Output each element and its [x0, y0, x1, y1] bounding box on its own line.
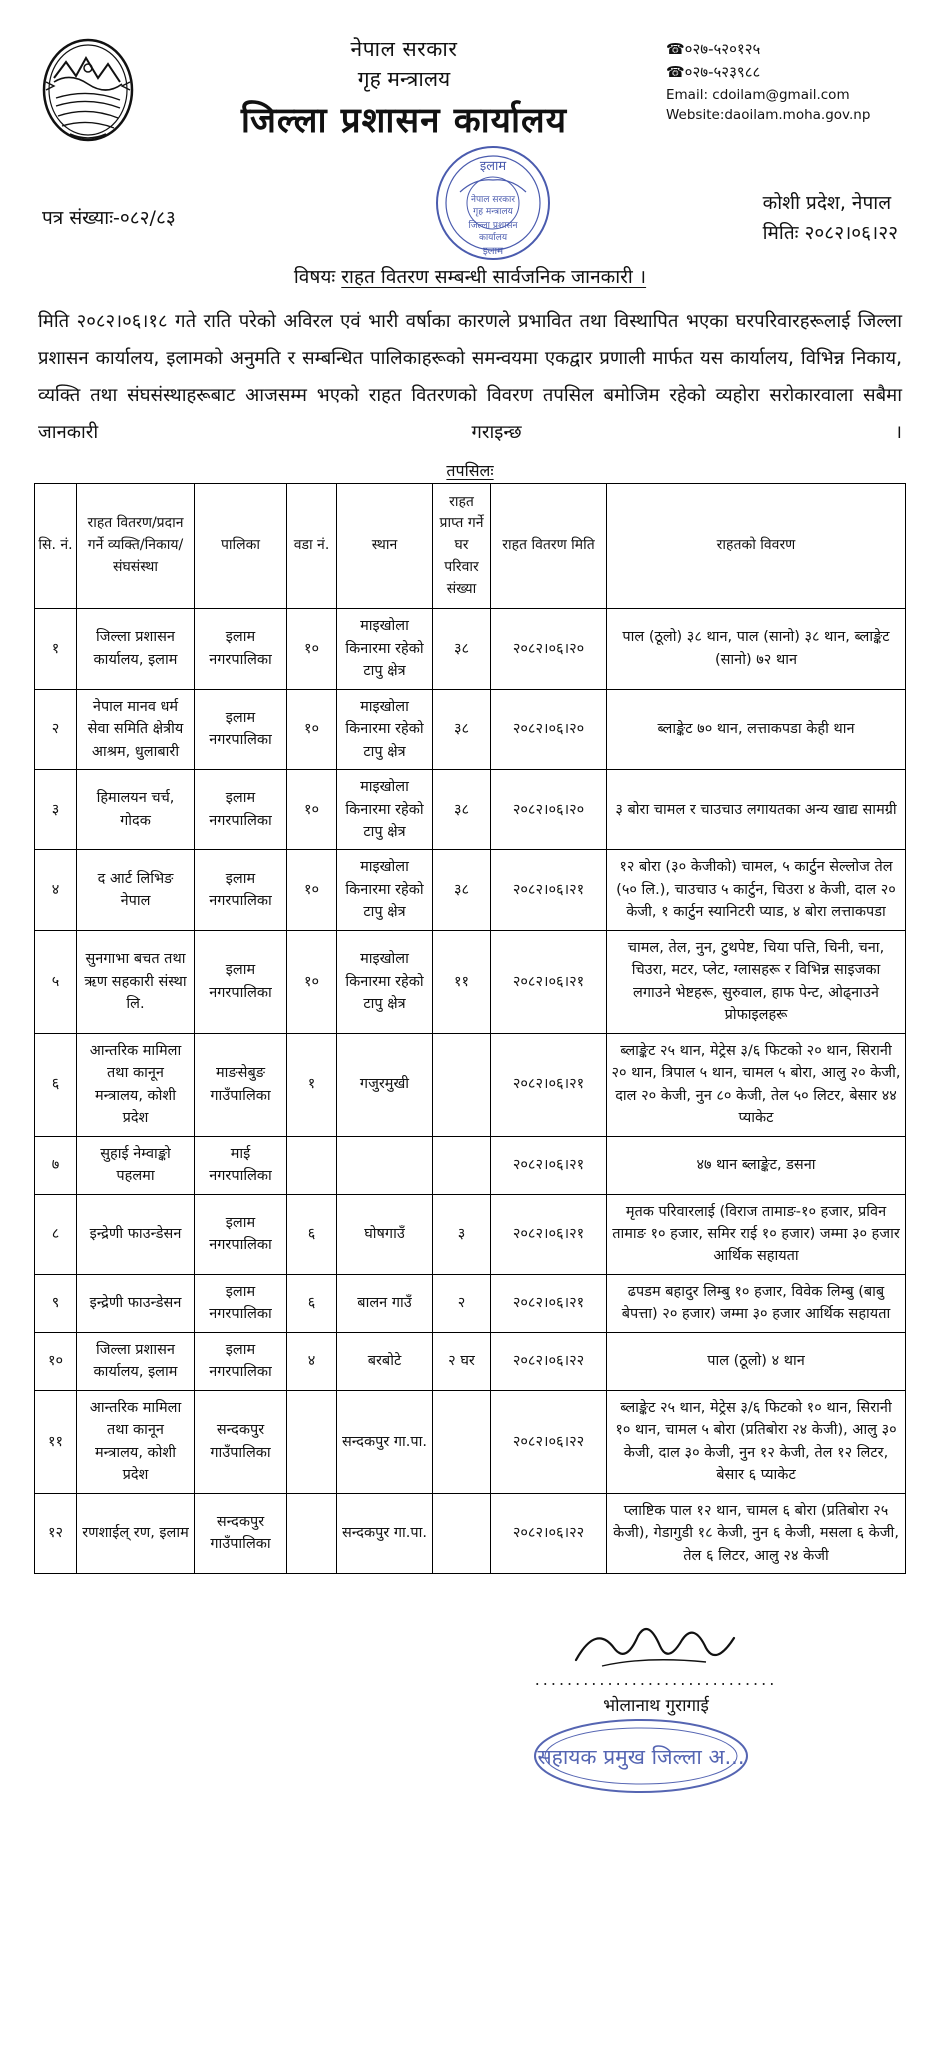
cell-ward: [287, 1390, 337, 1493]
table-row: [35, 1274, 906, 1332]
cell-palika: इलाम नगरपालिका: [195, 770, 287, 850]
cell-desc: ३ बोरा चामल र चाउचाउ लगायतका अन्य खाद्य सामग्री: [607, 770, 906, 850]
letter-number: पत्र संख्याः-०८२/८३: [42, 207, 176, 229]
cell-families: [433, 1136, 491, 1194]
cell-date: २०८२।०६।२२: [491, 1493, 607, 1573]
subject-text: राहत वितरण सम्बन्धी सार्वजनिक जानकारी ।: [341, 265, 647, 288]
table-row: [35, 1136, 906, 1194]
table-row: [35, 1194, 906, 1274]
cell-families: ३: [433, 1194, 491, 1274]
th-palika: पालिका: [195, 483, 287, 608]
table-row: [35, 1033, 906, 1136]
cell-date: २०८२।०६।२१: [491, 1033, 607, 1136]
cell-ward: १०: [287, 930, 337, 1033]
svg-text:कार्यालय: कार्यालय: [478, 233, 508, 243]
th-org: राहत वितरण/प्रदान गर्ने व्यक्ति/निकाय/संघसंस्था: [77, 483, 195, 608]
cell-org: जिल्ला प्रशासन कार्यालय, इलाम: [77, 609, 195, 689]
cell-families: २ घर: [433, 1332, 491, 1390]
cell-date: २०८२।०६।२१: [491, 1194, 607, 1274]
cell-palika: सन्दकपुर गाउँपालिका: [195, 1390, 287, 1493]
cell-families: [433, 1493, 491, 1573]
cell-place: माइखोला किनारमा रहेको टापु क्षेत्र: [337, 850, 433, 930]
cell-families: ३८: [433, 770, 491, 850]
table-row: [35, 1493, 906, 1573]
cell-org: आन्तरिक मामिला तथा कानून मन्त्रालय, कोशी प्रदेश: [77, 1390, 195, 1493]
cell-families: ३८: [433, 689, 491, 769]
cell-sn: ६: [35, 1033, 77, 1136]
cell-org: द आर्ट लिभिङ नेपाल: [77, 850, 195, 930]
cell-org: रणशाईल् रण, इलाम: [77, 1493, 195, 1573]
table-row: [35, 770, 906, 850]
th-desc: राहतको विवरण: [607, 483, 906, 608]
phone-primary: ☎०२७-५२०१२५: [666, 40, 761, 58]
table-row: [35, 850, 906, 930]
cell-palika: इलाम नगरपालिका: [195, 689, 287, 769]
cell-families: [433, 1390, 491, 1493]
cell-families: [433, 1033, 491, 1136]
svg-text:गृह मन्त्रालय: गृह मन्त्रालय: [473, 207, 513, 217]
cell-date: २०८२।०६।२०: [491, 689, 607, 769]
cell-families: ११: [433, 930, 491, 1033]
cell-date: २०८२।०६।२२: [491, 1332, 607, 1390]
svg-text:इलाम: इलाम: [482, 246, 504, 257]
cell-sn: ४: [35, 850, 77, 930]
cell-ward: १०: [287, 850, 337, 930]
cell-place: माइखोला किनारमा रहेको टापु क्षेत्र: [337, 609, 433, 689]
cell-desc: ब्लाङ्केट २५ थान, मेट्रेस ३/६ फिटको २० थान, सिरानी २० थान, त्रिपाल ५ थान, चामल ५ बोरा, आलु २० केजी, दाल २० केजी, नुन ८० केजी, तेल ५० लिटर, बेसार ४४ प्याकेट: [607, 1033, 906, 1136]
table-row: [35, 1390, 906, 1493]
cell-desc: ४७ थान ब्लाङ्केट, डसना: [607, 1136, 906, 1194]
cell-org: हिमालयन चर्च, गोदक: [77, 770, 195, 850]
cell-org: नेपाल मानव धर्म सेवा समिति क्षेत्रीय आश्रम, धुलाबारी: [77, 689, 195, 769]
th-ward: वडा नं.: [287, 483, 337, 608]
cell-sn: ८: [35, 1194, 77, 1274]
cell-desc: ब्लाङ्केट २५ थान, मेट्रेस ३/६ फिटको १० थान, सिरानी १० थान, चामल ५ बोरा (प्रतिबोरा २४ केजी), आलु ३० केजी, दाल ३० केजी, नुन १२ केजी, तेल १२ लिटर, बेसार ६ प्याकेट: [607, 1390, 906, 1493]
cell-date: २०८२।०६।२२: [491, 1390, 607, 1493]
body-paragraph: मिति २०८२।०६।१८ गते राति परेको अविरल एवं भारी वर्षाका कारणले प्रभावित तथा विस्थापित भएका घरपरिवारहरूलाई जिल्ला प्रशासन कार्यालय, इलामको अनुमति र सम्बन्धित पालिकाहरूको समन्वयमा एकद्वार प्रणाली मार्फत यस कार्यालय, विभिन्न निकाय, व्यक्ति तथा संघसंस्थाहरूबाट आजसम्म भएको राहत वितरणको विवरण तपसिल बमोजिम रहेको व्यहोरा सरोकारवाला सबैमा जानकारी गराइन्छ ।: [38, 310, 902, 443]
cell-place: बरबोटे: [337, 1332, 433, 1390]
cell-sn: ३: [35, 770, 77, 850]
cell-families: २: [433, 1274, 491, 1332]
cell-families: ३८: [433, 609, 491, 689]
table-row: [35, 930, 906, 1033]
cell-org: इन्द्रेणी फाउन्डेसन: [77, 1194, 195, 1274]
cell-sn: १: [35, 609, 77, 689]
phone-secondary: ☎०२७-५२३९८८: [666, 63, 761, 82]
cell-place: गजुरमुखी: [337, 1033, 433, 1136]
subject-line: [34, 263, 906, 289]
cell-ward: ६: [287, 1274, 337, 1332]
contact-block: [666, 28, 906, 126]
cell-place: माइखोला किनारमा रहेको टापु क्षेत्र: [337, 689, 433, 769]
cell-sn: ७: [35, 1136, 77, 1194]
cell-ward: ६: [287, 1194, 337, 1274]
cell-palika: इलाम नगरपालिका: [195, 930, 287, 1033]
cell-desc: चामल, तेल, नुन, टुथपेष्ट, चिया पत्ति, चिनी, चना, चिउरा, मटर, प्लेट, ग्लासहरू र विभिन्न साइजका लगाउने भेष्टहरू, सुरुवाल, हाफ पेन्ट, ओढ्नाउने प्रोफाइलहरू: [607, 930, 906, 1033]
table-row: [35, 609, 906, 689]
cell-ward: १: [287, 1033, 337, 1136]
signatory-name: भोलानाथ गुरागाई: [603, 1696, 709, 1717]
signature-dotted-line: ..............................: [534, 1670, 778, 1690]
svg-text:जिल्ला प्रशासन: जिल्ला प्रशासन: [468, 221, 518, 231]
cell-ward: १०: [287, 609, 337, 689]
handwritten-signature-icon: [526, 1618, 786, 1676]
svg-text:नेपाल सरकार: नेपाल सरकार: [470, 195, 516, 205]
cell-desc: ढपडम बहादुर लिम्बु १० हजार, विवेक लिम्बु (बाबु बेपत्ता) २० हजार) जम्मा ३० हजार आर्थिक सहायता: [607, 1274, 906, 1332]
cell-desc: पाल (ठूलो) ३८ थान, पाल (सानो) ३८ थान, ब्लाङ्केट (सानो) ७२ थान: [607, 609, 906, 689]
cell-sn: ५: [35, 930, 77, 1033]
cell-sn: ९: [35, 1274, 77, 1332]
cell-palika: इलाम नगरपालिका: [195, 1274, 287, 1332]
cell-sn: १०: [35, 1332, 77, 1390]
signature-area: [34, 1618, 906, 1808]
cell-place: सन्दकपुर गा.पा.: [337, 1493, 433, 1573]
cell-ward: १०: [287, 689, 337, 769]
cell-place: [337, 1136, 433, 1194]
th-place: स्थान: [337, 483, 433, 608]
cell-palika: इलाम नगरपालिका: [195, 1194, 287, 1274]
table-row: [35, 1332, 906, 1390]
cell-ward: [287, 1493, 337, 1573]
cell-desc: प्लाष्टिक पाल १२ थान, चामल ६ बोरा (प्रतिबोरा २५ केजी), गेडागुडी १८ केजी, नुन ६ केजी, मसला ६ केजी, तेल ६ लिटर, आलु २४ केजी: [607, 1493, 906, 1573]
cell-desc: मृतक परिवारलाई (विराज तामाङ-१० हजार, प्रविन तामाङ १० हजार, समिर राई १० हजार) जम्मा ३० हजार आर्थिक सहायता: [607, 1194, 906, 1274]
date-line: मितिः २०८२।०६।२२: [762, 222, 898, 245]
official-round-seal-icon: [430, 140, 556, 266]
cell-sn: २: [35, 689, 77, 769]
cell-place: बालन गाउँ: [337, 1274, 433, 1332]
cell-org: सुहाई नेम्वाङ्को पहलमा: [77, 1136, 195, 1194]
cell-org: सुनगाभा बचत तथा ऋण सहकारी संस्था लि.: [77, 930, 195, 1033]
email-line: Email: cdoilam@gmail.com: [666, 86, 850, 103]
relief-distribution-table: [34, 483, 906, 1574]
cell-date: २०८२।०६।२१: [491, 930, 607, 1033]
table-row: [35, 689, 906, 769]
cell-org: आन्तरिक मामिला तथा कानून मन्त्रालय, कोशी प्रदेश: [77, 1033, 195, 1136]
cell-date: २०८२।०६।२१: [491, 850, 607, 930]
svg-text:सहायक प्रमुख जिल्ला अ...: सहायक प्रमुख जिल्ला अ...: [537, 1745, 745, 1770]
blue-office-stamp-icon: [526, 1710, 756, 1802]
province-line: कोशी प्रदेश, नेपाल: [762, 192, 892, 214]
tapasil-text: तपसिलः: [446, 460, 494, 480]
gov-name: नेपाल सरकार: [350, 37, 458, 61]
cell-sn: १२: [35, 1493, 77, 1573]
letterhead-titles: [142, 28, 666, 144]
cell-palika: माङसेबुङ गाउँपालिका: [195, 1033, 287, 1136]
cell-place: सन्दकपुर गा.पा.: [337, 1390, 433, 1493]
cell-desc: ब्लाङ्केट ७० थान, लत्ताकपडा केही थान: [607, 689, 906, 769]
cell-place: माइखोला किनारमा रहेको टापु क्षेत्र: [337, 930, 433, 1033]
subject-label: विषयः: [293, 265, 336, 288]
th-sn: सि. नं.: [35, 483, 77, 608]
cell-families: ३८: [433, 850, 491, 930]
cell-date: २०८२।०६।२१: [491, 1274, 607, 1332]
cell-desc: पाल (ठूलो) ४ थान: [607, 1332, 906, 1390]
ministry-name: गृह मन्त्रालय: [357, 67, 451, 92]
cell-ward: ४: [287, 1332, 337, 1390]
cell-place: माइखोला किनारमा रहेको टापु क्षेत्र: [337, 770, 433, 850]
signature-block: [526, 1618, 786, 1716]
table-header-row: [35, 483, 906, 608]
cell-org: जिल्ला प्रशासन कार्यालय, इलाम: [77, 1332, 195, 1390]
office-title: जिल्ला प्रशासन कार्यालय: [240, 100, 568, 141]
cell-palika: माई नगरपालिका: [195, 1136, 287, 1194]
cell-sn: ११: [35, 1390, 77, 1493]
nepal-government-emblem-icon: [34, 28, 142, 148]
cell-palika: इलाम नगरपालिका: [195, 609, 287, 689]
website-line: Website:daoilam.moha.gov.np: [666, 107, 871, 124]
cell-palika: इलाम नगरपालिका: [195, 850, 287, 930]
cell-ward: १०: [287, 770, 337, 850]
th-families: राहत प्राप्त गर्ने घर परिवार संख्या: [433, 483, 491, 608]
cell-desc: १२ बोरा (३० केजीको) चामल, ५ कार्टुन सेल्लोज तेल (५० लि.), चाउचाउ ५ कार्टुन, चिउरा ४ केजी, दाल २० केजी, १ कार्टुन स्यानिटरी प्याड, ४ बोरा लत्ताकपडा: [607, 850, 906, 930]
cell-date: २०८२।०६।२०: [491, 770, 607, 850]
th-date: राहत वितरण मिति: [491, 483, 607, 608]
tapasil-label: [34, 459, 906, 481]
cell-org: इन्द्रेणी फाउन्डेसन: [77, 1274, 195, 1332]
cell-date: २०८२।०६।२१: [491, 1136, 607, 1194]
cell-palika: इलाम नगरपालिका: [195, 1332, 287, 1390]
place-date-block: [763, 188, 898, 249]
cell-place: घोषगाउँ: [337, 1194, 433, 1274]
cell-date: २०८२।०६।२०: [491, 609, 607, 689]
cell-ward: [287, 1136, 337, 1194]
svg-text:इलाम: इलाम: [479, 159, 507, 174]
cell-palika: सन्दकपुर गाउँपालिका: [195, 1493, 287, 1573]
